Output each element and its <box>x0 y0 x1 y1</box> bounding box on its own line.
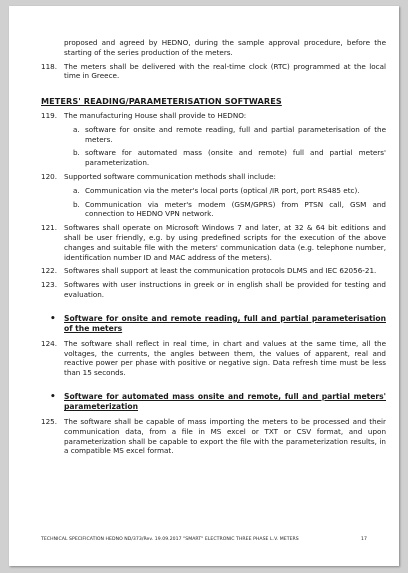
page-footer <box>41 537 367 542</box>
list-item-124 <box>41 339 386 378</box>
subsection-heading-onsite-remote <box>41 314 386 335</box>
sub-item-text: software for automated mass (onsite and remote) full and partial meters' parameterization. <box>85 148 386 168</box>
item-number: 122. <box>41 266 58 276</box>
document-page <box>9 6 399 566</box>
item-text: Softwares shall support at least the communication protocols DLMS and IEC 62056-21. <box>64 266 377 276</box>
sub-item-119b <box>41 148 386 168</box>
list-item-118 <box>41 62 386 82</box>
list-item-120 <box>41 172 386 182</box>
section-heading: METERS' READING/PARAMETERISATION SOFTWARES <box>41 96 282 107</box>
footer-spec-text: TECHNICAL SPECIFICATION HEDNO ND/373/Rev. 19.09.2017 "SMART" ELECTRONIC THREE PHASE L.V. METERS <box>41 537 299 542</box>
item-number: 124. <box>41 338 58 348</box>
bullet-icon: • <box>50 391 56 402</box>
subsection-heading-mass <box>41 392 386 413</box>
intro-paragraph: proposed and agreed by HEDNO, during the sample approval procedure, before the starting of the series production of the meters. <box>64 38 386 57</box>
list-item-125 <box>41 417 386 456</box>
list-item-123 <box>41 280 386 300</box>
item-text: Softwares with user instructions in greek or in english shall be provided for testing and evaluation. <box>64 280 386 299</box>
item-text: The meters shall be delivered with the real-time clock (RTC) programmed at the local time in Greece. <box>64 61 386 81</box>
sub-item-letter: a. <box>73 185 80 195</box>
sub-item-119a <box>41 125 386 145</box>
item-number: 123. <box>41 280 58 290</box>
sub-item-letter: a. <box>73 124 80 134</box>
subsection-heading-text: Software for automated mass onsite and remote, full and partial meters' parameterization <box>64 391 386 412</box>
item-number: 125. <box>41 416 58 426</box>
list-item-121 <box>41 223 386 262</box>
sub-item-text: Communication via meter's modem (GSM/GPRS) from PTSN call, GSM and connection to HEDNO VPN network. <box>85 199 386 219</box>
item-text: The software shall be capable of mass importing the meters to be processed and their communication data, from a file in MS excel or TXT or CSV format, and upon parameterization shall be capable to export the file with the parameterization results, in a compatible MS excel format. <box>64 416 386 456</box>
sub-item-text: software for onsite and remote reading, full and partial parameterisation of the meters. <box>85 124 386 144</box>
sub-item-120b <box>41 200 386 220</box>
subsection-heading-text: Software for onsite and remote reading, full and partial parameterisation of the meters <box>64 313 386 334</box>
sub-item-120a <box>41 186 386 196</box>
item-text: Softwares shall operate on Microsoft Windows 7 and later, at 32 & 64 bit editions and shall be user friendly, e.g. by using predefined scripts for the execution of the above changes and suitable file with the meters' communication data (e.g. telephone number, identification number ID and MAC address of the meters). <box>64 223 386 262</box>
sub-item-text: Communication via the meter's local ports (optical /IR port, port RS485 etc). <box>85 185 360 195</box>
item-text: The manufacturing House shall provide to HEDNO: <box>64 110 247 120</box>
page-number: 17 <box>361 537 367 542</box>
item-number: 121. <box>41 223 58 233</box>
item-number: 118. <box>41 61 58 71</box>
sub-item-letter: b. <box>73 199 80 209</box>
item-text: Supported software communication methods shall include: <box>64 171 276 181</box>
bullet-icon: • <box>50 313 56 324</box>
list-item-122 <box>41 266 386 276</box>
item-number: 120. <box>41 171 58 181</box>
page-content <box>41 38 386 456</box>
item-text: The software shall reflect in real time, in chart and values at the same time, all the voltages, the currents, the angles between them, the values of apparent, real and reactive power per phase with positive or negative sign. Data refresh time must be less than 15 seconds. <box>64 338 386 378</box>
list-item-119 <box>41 111 386 121</box>
item-number: 119. <box>41 110 58 120</box>
sub-item-letter: b. <box>73 148 80 158</box>
